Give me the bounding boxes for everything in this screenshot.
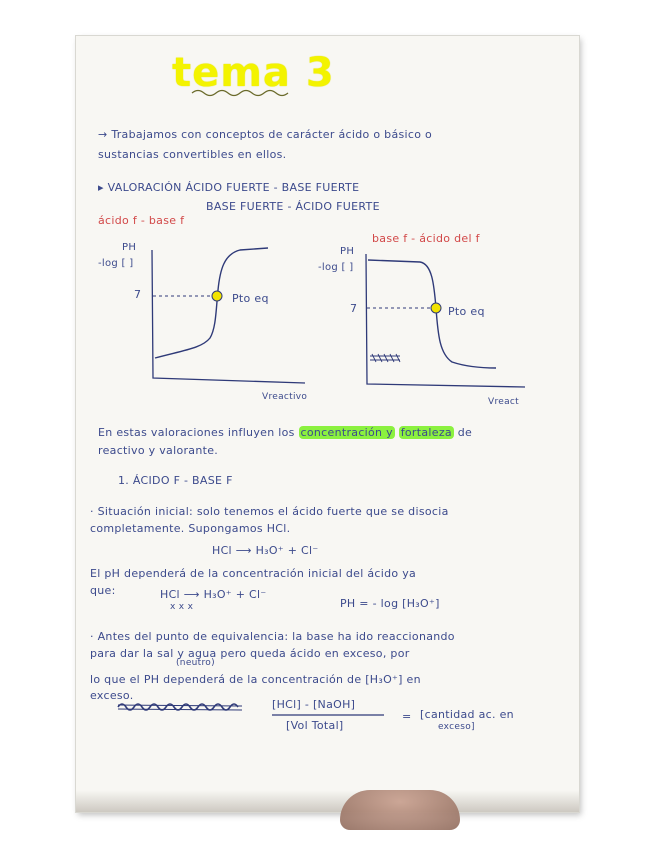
graph-left-y-label-2: -log [ ] bbox=[98, 258, 134, 269]
valoracion-heading: ▸ VALORACIÓN ÁCIDO FUERTE - BASE FUERTE bbox=[98, 181, 360, 194]
section-1-heading: 1. ÁCIDO F - BASE F bbox=[118, 474, 233, 487]
label-base-acido: base f - ácido del f bbox=[372, 232, 480, 245]
fraction-numerator: [HCl] - [NaOH] bbox=[272, 698, 356, 711]
highlight-concentracion: concentración y bbox=[300, 426, 393, 439]
situacion-equation: HCl ⟶ H₃O⁺ + Cl⁻ bbox=[212, 544, 319, 557]
graph-right bbox=[360, 244, 540, 394]
antes-line-1: · Antes del punto de equivalencia: la base ha ido reaccionando bbox=[90, 630, 455, 643]
graph-left-y-label: PH bbox=[122, 242, 137, 253]
label-acido-base: ácido f - base f bbox=[98, 214, 185, 227]
title-scribble bbox=[190, 86, 300, 100]
intro-line-1: → Trabajamos con conceptos de carácter ácido o básico o bbox=[98, 128, 433, 141]
thumb bbox=[340, 790, 460, 830]
ph-dep-line-1: El pH dependerá de la concentración inicial del ácido ya bbox=[90, 567, 417, 580]
page-shadow bbox=[76, 790, 579, 812]
graph-right-y-label: PH bbox=[340, 246, 355, 257]
antes-neutro: (neutro) bbox=[176, 658, 215, 668]
fraction-equals: = bbox=[402, 710, 412, 723]
graph-right-y-label-2: -log [ ] bbox=[318, 262, 354, 273]
page-title: tema 3 bbox=[172, 50, 335, 96]
situacion-line-2: completamente. Supongamos HCl. bbox=[90, 522, 291, 535]
fraction-denominator: [Vol Total] bbox=[286, 719, 344, 732]
graph-left-point-label: Pto eq bbox=[232, 292, 269, 305]
influyen-post: de bbox=[457, 426, 473, 439]
result-line-2: exceso] bbox=[438, 722, 475, 732]
ph-dep-equation: HCl ⟶ H₃O⁺ + Cl⁻ bbox=[160, 588, 267, 601]
graph-left bbox=[140, 240, 320, 390]
graph-left-x-label: Vreactivo bbox=[262, 392, 308, 402]
ph-dep-x-marks: x x x bbox=[170, 602, 194, 612]
crossed-out-scribble bbox=[116, 700, 246, 714]
influyen-pre: En estas valoraciones influyen los bbox=[98, 426, 295, 439]
result-line-1: [cantidad ac. en bbox=[420, 708, 514, 721]
antes-line-4: exceso. bbox=[90, 689, 134, 702]
influyen-line-1 bbox=[98, 426, 472, 439]
ph-dep-line-2: que: bbox=[90, 584, 116, 597]
ph-formula: PH = - log [H₃O⁺] bbox=[340, 597, 440, 610]
graph-right-tick-7: 7 bbox=[350, 302, 358, 315]
highlight-fortaleza: fortaleza bbox=[400, 426, 452, 439]
situacion-line-1: · Situación inicial: solo tenemos el ácido fuerte que se disocia bbox=[90, 505, 449, 518]
valoracion-heading-2: BASE FUERTE - ÁCIDO FUERTE bbox=[206, 200, 380, 213]
antes-line-3: lo que el PH dependerá de la concentración de [H₃O⁺] en bbox=[90, 673, 421, 686]
antes-line-2: para dar la sal y agua pero queda ácido en exceso, por bbox=[90, 647, 410, 660]
graph-right-x-label: Vreact bbox=[488, 397, 519, 407]
graph-right-point-label: Pto eq bbox=[448, 305, 485, 318]
intro-line-2: sustancias convertibles en ellos. bbox=[98, 148, 287, 161]
influyen-line-2: reactivo y valorante. bbox=[98, 444, 219, 457]
fraction-bar bbox=[272, 713, 392, 717]
graph-left-tick-7: 7 bbox=[134, 288, 142, 301]
